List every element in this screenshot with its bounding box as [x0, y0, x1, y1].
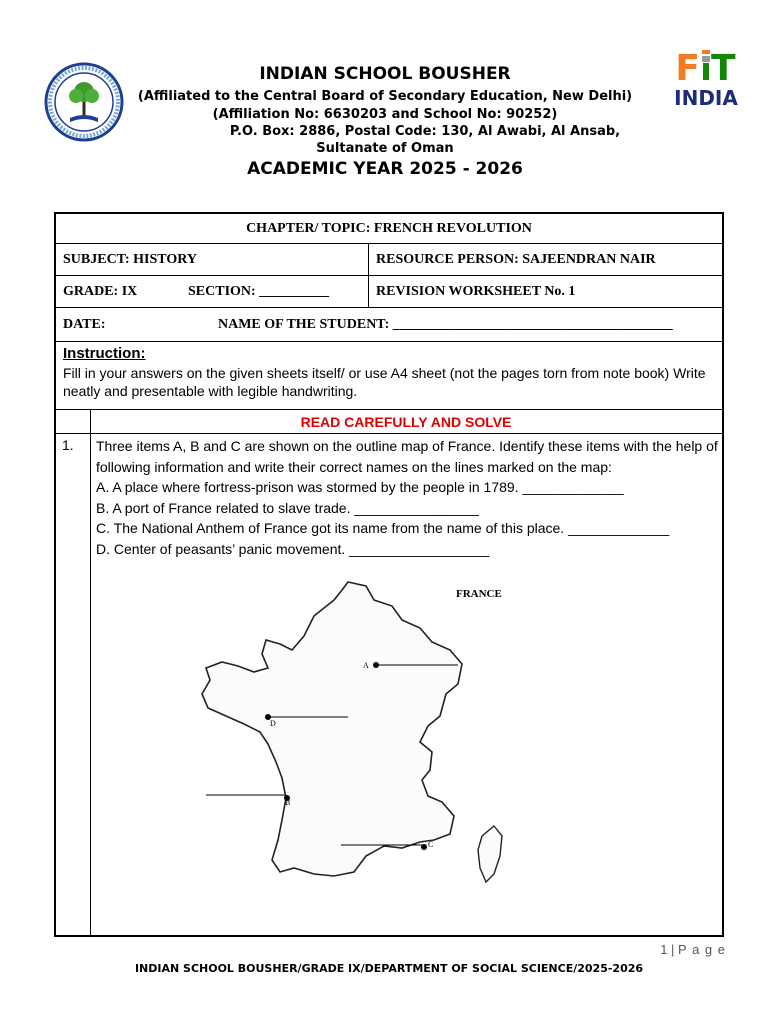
marker-a-label: A	[363, 661, 369, 670]
footer-text: INDIAN SCHOOL BOUSHER/GRADE IX/DEPARTMENT OF SOCIAL SCIENCE/2025-2026	[134, 962, 644, 975]
instruction-block	[56, 342, 722, 410]
school-seal-logo	[44, 62, 124, 142]
subject: SUBJECT: HISTORY	[63, 251, 197, 267]
country-line: Sultanate of Oman	[316, 141, 454, 156]
section-field[interactable]: SECTION: __________	[188, 283, 330, 299]
page-number: 1 | P a g e	[660, 942, 726, 957]
fit-india-subtitle: INDIA	[674, 86, 738, 110]
read-banner: READ CAREFULLY AND SOLVE	[300, 414, 512, 430]
question-intro: Three items A, B and C are shown on the outline map of France. Identify these items with the help of following information and write their correct names on the lines marked on the map:	[96, 438, 718, 475]
worksheet-table	[54, 212, 724, 937]
question-item-d: D. Center of peasants’ panic movement. __________________	[96, 540, 490, 557]
school-name: INDIAN SCHOOL BOUSHER	[259, 64, 511, 84]
question-number: 1.	[62, 437, 74, 453]
grade-row	[56, 276, 722, 308]
address-line: P.O. Box: 2886, Postal Code: 130, Al Awabi, Al Ansab,	[229, 124, 621, 139]
date-row	[56, 308, 722, 342]
marker-d-label: D	[270, 719, 276, 728]
france-outline-map	[196, 576, 516, 916]
date-field[interactable]: DATE:	[63, 316, 106, 332]
academic-year: ACADEMIC YEAR 2025 - 2026	[247, 159, 523, 179]
resource-person: RESOURCE PERSON: SAJEENDRAN NAIR	[376, 251, 656, 267]
affiliation-line: (Affiliated to the Central Board of Secondary Education, New Delhi)	[137, 89, 633, 104]
map-title: FRANCE	[456, 588, 502, 600]
page-number-value: 1	[660, 942, 668, 957]
instruction-title: Instruction:	[63, 345, 146, 362]
marker-b-label: B	[285, 798, 291, 807]
affiliation-number-line: (Affiliation No: 6630203 and School No: 90252)	[212, 107, 558, 122]
subject-row	[56, 244, 722, 276]
chapter-row	[56, 214, 722, 244]
instruction-text: Fill in your answers on the given sheets itself/ or use A4 sheet (not the pages torn from note book) Write neatly and presentable with legible handwriting.	[63, 365, 706, 399]
marker-c-label: C	[428, 840, 434, 849]
question-row	[56, 434, 722, 935]
question-item-a: A. A place where fortress-prison was stormed by the people in 1789. _____________	[96, 479, 624, 495]
student-name-field[interactable]: NAME OF THE STUDENT: ________________________________________	[218, 316, 673, 332]
fit-india-logo: F T INDIA	[668, 50, 744, 114]
chapter-topic: CHAPTER/ TOPIC: FRENCH REVOLUTION	[246, 220, 532, 236]
page-label: P a g e	[678, 942, 726, 957]
grade: GRADE: IX	[63, 283, 138, 299]
question-item-c: C. The National Anthem of France got its name from the name of this place. _____________	[96, 520, 670, 536]
question-item-b: B. A port of France related to slave trade. ________________	[96, 499, 479, 516]
read-banner-row	[56, 410, 722, 434]
question-body	[96, 436, 718, 559]
worksheet-number: REVISION WORKSHEET No. 1	[376, 283, 576, 299]
